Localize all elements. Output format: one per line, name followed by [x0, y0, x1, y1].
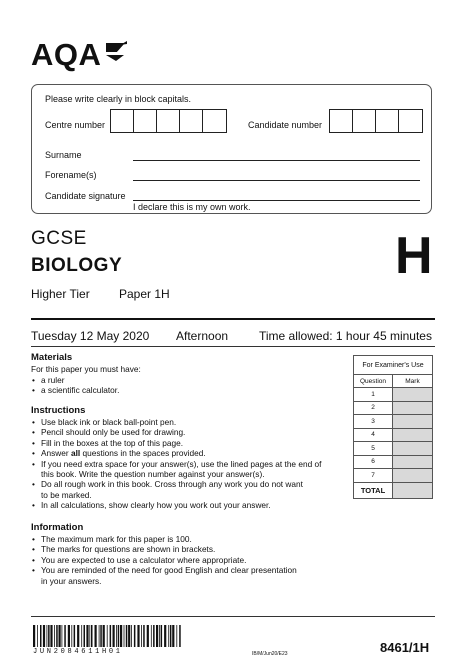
- question-column-header: Question: [354, 375, 393, 388]
- list-item: • You are reminded of the need for good English and clear presentation: [31, 565, 297, 575]
- subject-title: BIOLOGY: [31, 255, 123, 276]
- mark-cell[interactable]: [393, 455, 433, 469]
- mark-cell[interactable]: [393, 401, 433, 415]
- digit-box[interactable]: [111, 110, 134, 132]
- surname-label: Surname: [45, 150, 82, 160]
- block-capitals-instruction: Please write clearly in block capitals.: [45, 94, 192, 104]
- list-item: • If you need extra space for your answer(s), use the lined pages at the end of: [31, 459, 321, 469]
- digit-box[interactable]: [330, 110, 353, 132]
- list-item: • a ruler: [31, 375, 119, 385]
- examiners-use-table: [353, 355, 433, 499]
- time-allowed: Time allowed: 1 hour 45 minutes: [259, 329, 432, 343]
- question-number: 4: [354, 428, 393, 442]
- list-item-continuation: to be marked.: [41, 489, 92, 500]
- tier-label: Higher Tier: [31, 287, 90, 301]
- digit-box[interactable]: [353, 110, 376, 132]
- digit-box[interactable]: [203, 110, 226, 132]
- materials-list: [31, 375, 119, 396]
- information-list: [31, 534, 297, 586]
- document-reference: IB/M/Jun20/E23: [252, 651, 288, 657]
- digit-box[interactable]: [376, 110, 399, 132]
- aqa-flag-icon: [103, 39, 129, 61]
- digit-box[interactable]: [180, 110, 203, 132]
- list-item: • Pencil should only be used for drawing.: [31, 427, 321, 437]
- signature-field[interactable]: [133, 200, 420, 201]
- list-item-answer-all: • Answer all questions in the spaces provided.: [31, 448, 321, 458]
- tier-letter: H: [395, 227, 433, 285]
- candidate-number-label: Candidate number: [248, 120, 323, 130]
- list-item-continuation: in your answers.: [41, 575, 102, 586]
- candidate-number-boxes[interactable]: [329, 109, 423, 133]
- materials-intro: For this paper you must have:: [31, 364, 141, 374]
- information-title: Information: [31, 522, 84, 533]
- total-label: TOTAL: [354, 482, 393, 498]
- mark-cell[interactable]: [393, 428, 433, 442]
- paper-label: Paper 1H: [119, 287, 170, 301]
- list-item: • Do all rough work in this book. Cross through any work you do not want: [31, 479, 321, 489]
- total-mark-cell[interactable]: [393, 482, 433, 498]
- question-number: 6: [354, 455, 393, 469]
- exam-session: Afternoon: [176, 329, 229, 343]
- list-item: • Fill in the boxes at the top of this page.: [31, 438, 321, 448]
- mark-column-header: Mark: [393, 375, 433, 388]
- question-number: 2: [354, 401, 393, 415]
- paper-code: 8461/1H: [380, 640, 430, 655]
- footer-divider: [31, 616, 435, 617]
- list-item: • The maximum mark for this paper is 100.: [31, 534, 297, 544]
- question-number: 5: [354, 442, 393, 456]
- candidate-details-box: [31, 84, 432, 214]
- header-divider: [31, 318, 435, 320]
- instructions-list: [31, 417, 321, 511]
- list-item: • a scientific calculator.: [31, 385, 119, 395]
- examiners-use-title: For Examiner's Use: [354, 356, 433, 375]
- list-item: • In all calculations, show clearly how you work out your answer.: [31, 500, 321, 510]
- logo-text: AQA: [31, 37, 102, 72]
- declaration-text: I declare this is my own work.: [133, 202, 251, 212]
- digit-box[interactable]: [157, 110, 180, 132]
- surname-field[interactable]: [133, 160, 420, 161]
- question-number: 3: [354, 415, 393, 429]
- aqa-logo: [31, 38, 129, 72]
- digit-box[interactable]: [134, 110, 157, 132]
- qualification-title: GCSE: [31, 228, 87, 249]
- barcode-text: JUN208461​1H01: [33, 648, 123, 656]
- mark-cell[interactable]: [393, 469, 433, 483]
- mark-cell[interactable]: [393, 415, 433, 429]
- barcode-icon: [33, 625, 183, 647]
- centre-number-label: Centre number: [45, 120, 106, 130]
- mark-cell[interactable]: [393, 388, 433, 402]
- list-item: • Use black ink or black ball-point pen.: [31, 417, 321, 427]
- centre-number-boxes[interactable]: [110, 109, 227, 133]
- list-item: • You are expected to use a calculator where appropriate.: [31, 555, 297, 565]
- question-number: 7: [354, 469, 393, 483]
- question-number: 1: [354, 388, 393, 402]
- instructions-title: Instructions: [31, 405, 86, 416]
- list-item: • The marks for questions are shown in brackets.: [31, 544, 297, 554]
- forenames-label: Forename(s): [45, 170, 97, 180]
- exam-date: Tuesday 12 May 2020: [31, 329, 150, 343]
- list-item-continuation: this book. Write the question number against your answer(s).: [41, 469, 265, 480]
- digit-box[interactable]: [399, 110, 422, 132]
- materials-title: Materials: [31, 352, 73, 363]
- mark-cell[interactable]: [393, 442, 433, 456]
- date-divider: [31, 346, 435, 347]
- signature-label: Candidate signature: [45, 191, 126, 201]
- forenames-field[interactable]: [133, 180, 420, 181]
